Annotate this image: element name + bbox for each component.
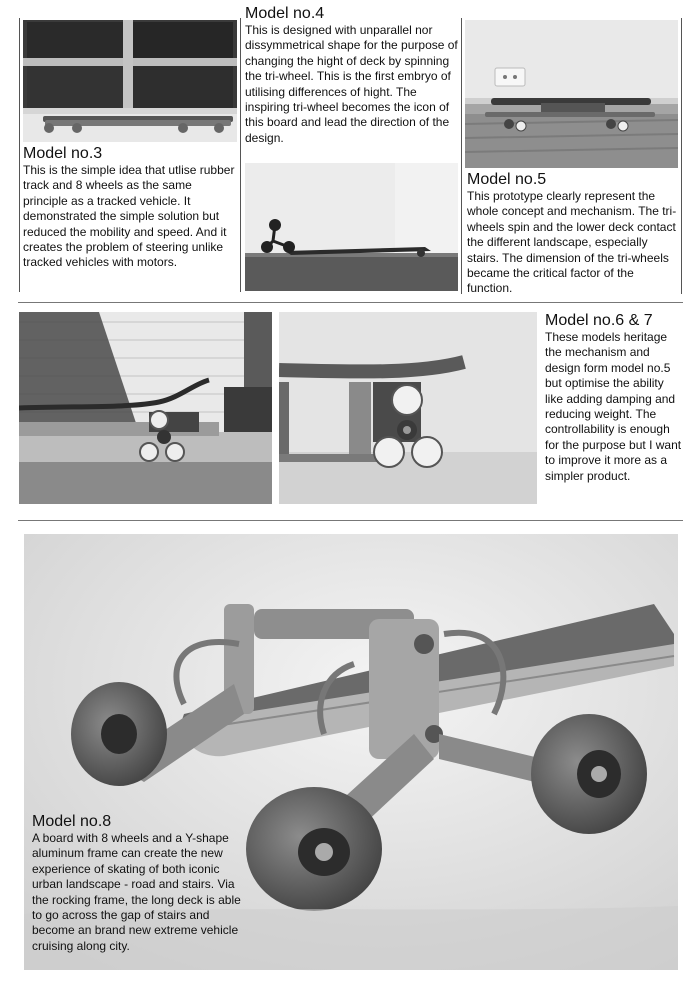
model-6-7-text: These models heritage the mechanism and design form model no.5 but optimise the ability like adding damping and reducing weight. The controllability is enough for the purpose but I want to improve it more as a simpler product. [545,330,682,483]
model-5-title: Model no.5 [467,171,547,188]
model-5-photo [465,20,678,168]
model-4-photo [245,163,458,291]
model-4-title: Model no.4 [245,5,325,22]
model-5-text: This prototype clearly represent the whole concept and mechanism. The tri-wheels spin and the lower deck contact the different landscape, especially stairs. The dimension of the tri-wheels became the critical factor of the function. [467,189,677,296]
column-divider [681,18,682,294]
section-divider [18,302,683,303]
column-divider [461,18,462,294]
model-3-title: Model no.3 [23,145,103,162]
model-6-7-title: Model no.6 & 7 [545,312,653,329]
column-divider [19,18,20,292]
model-4-text: This is designed with unparallel nor dissymmetrical shape for the purpose of changing the hight of deck by spinning the tri-wheel. This is the first embryo of utilising differences of hight. The inspiring tri-wheel becomes the icon of this board and lead the direction of the design. [245,23,458,145]
column-divider [240,18,241,292]
model-8-title: Model no.8 [32,813,112,830]
model-3-text: This is the simple idea that utlise rubber track and 8 wheels as the same principle as a tracked vehicle. It demonstrated the simple solution but reduced the mobility and speed. And it creates the problem of steering unlike tracked vehicles with motors. [23,163,235,270]
section-divider [18,520,683,521]
model-6-photo [19,312,272,504]
model-8-text: A board with 8 wheels and a Y-shape aluminum frame can create the new experience of skating of both iconic urban landscape - road and stairs. Via the rocking frame, the long deck is able to go across the gap of stairs and become an brand new extreme vehicle cruising along city. [32,831,241,953]
model-7-photo [279,312,537,504]
model-3-photo [23,20,237,142]
